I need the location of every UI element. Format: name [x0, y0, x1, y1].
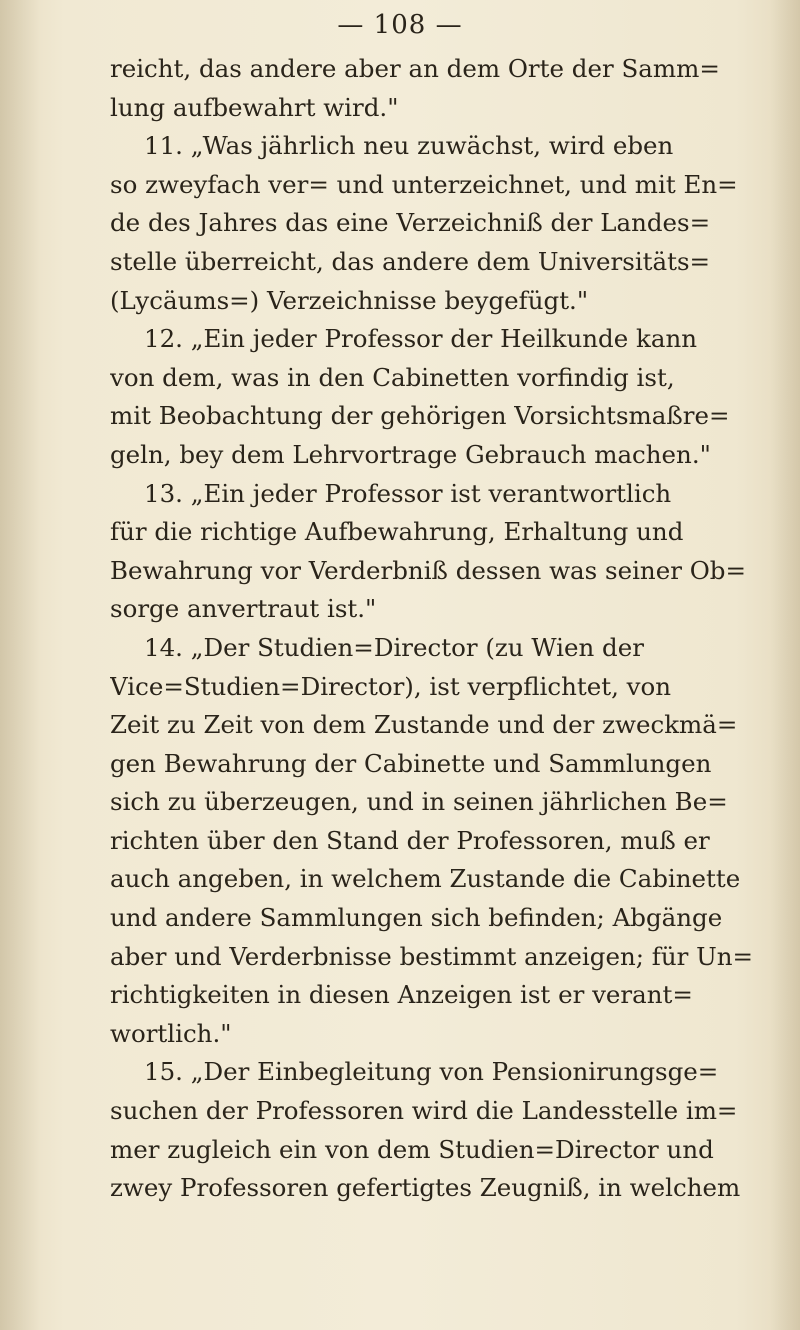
text-line: für die richtige Aufbewahrung, Erhaltung und — [110, 517, 684, 547]
text-line: auch angeben, in welchem Zustande die Cabinette — [110, 864, 741, 894]
text-line: und andere Sammlungen sich befinden; Abgänge — [110, 903, 723, 933]
text-line: richtigkeiten in diesen Anzeigen ist er verant= — [110, 980, 693, 1010]
paragraph-start-line: 12. „Ein jeder Professor der Heilkunde kann — [144, 324, 698, 354]
text-line: Bewahrung vor Verderbniß dessen was seiner Ob= — [110, 555, 747, 585]
text-line: reicht, das andere aber an dem Orte der Samm= — [110, 54, 720, 83]
text-line: (Lycäums=) Verzeichnisse beygefügt." — [110, 285, 589, 315]
text-line: mit Beobachtung der gehörigen Vorsichtsmaßre= — [110, 401, 730, 431]
text-line: geln, bey dem Lehrvortrage Gebrauch machen." — [110, 439, 711, 469]
paragraph-start-line: 15. „Der Einbegleitung von Pensionirungsge= — [144, 1057, 719, 1087]
text-line: so zweyfach ver= und unterzeichnet, und mit En= — [110, 169, 738, 199]
paragraph-start-line: 13. „Ein jeder Professor ist verantwortlich — [144, 478, 672, 508]
text-line: stelle überreicht, das andere dem Universitäts= — [110, 246, 711, 276]
text-line: de des Jahres das eine Verzeichniß der Landes= — [110, 208, 711, 238]
page-edge-shadow — [0, 0, 40, 1330]
text-line: mer zugleich ein von dem Studien=Director und — [110, 1134, 714, 1164]
paragraph-start-line: 11. „Was jährlich neu zuwächst, wird eben — [144, 131, 674, 161]
text-line: zwey Professoren gefertigtes Zeugniß, in welchem — [110, 1173, 741, 1203]
text-line: suchen der Professoren wird die Landesstelle im= — [110, 1096, 738, 1126]
text-line: aber und Verderbnisse bestimmt anzeigen; für Un= — [110, 941, 754, 971]
body-text — [110, 50, 790, 1208]
text-line: richten über den Stand der Professoren, muß er — [110, 825, 710, 855]
text-line: sorge anvertraut ist." — [110, 594, 377, 624]
paragraph-start-line: 14. „Der Studien=Director (zu Wien der — [144, 632, 644, 662]
text-line: lung aufbewahrt wird." — [110, 92, 399, 122]
text-line: gen Bewahrung der Cabinette und Sammlungen — [110, 748, 712, 778]
text-line: Vice=Studien=Director), ist verpflichtet, von — [110, 671, 672, 701]
text-line: wortlich." — [110, 1018, 232, 1048]
text-line: von dem, was in den Cabinetten vorfindig ist, — [110, 362, 675, 392]
page-number: — 108 — — [337, 10, 463, 40]
text-line: Zeit zu Zeit von dem Zustande und der zweckmä= — [110, 710, 738, 740]
text-line: sich zu überzeugen, und in seinen jährlichen Be= — [110, 787, 728, 817]
